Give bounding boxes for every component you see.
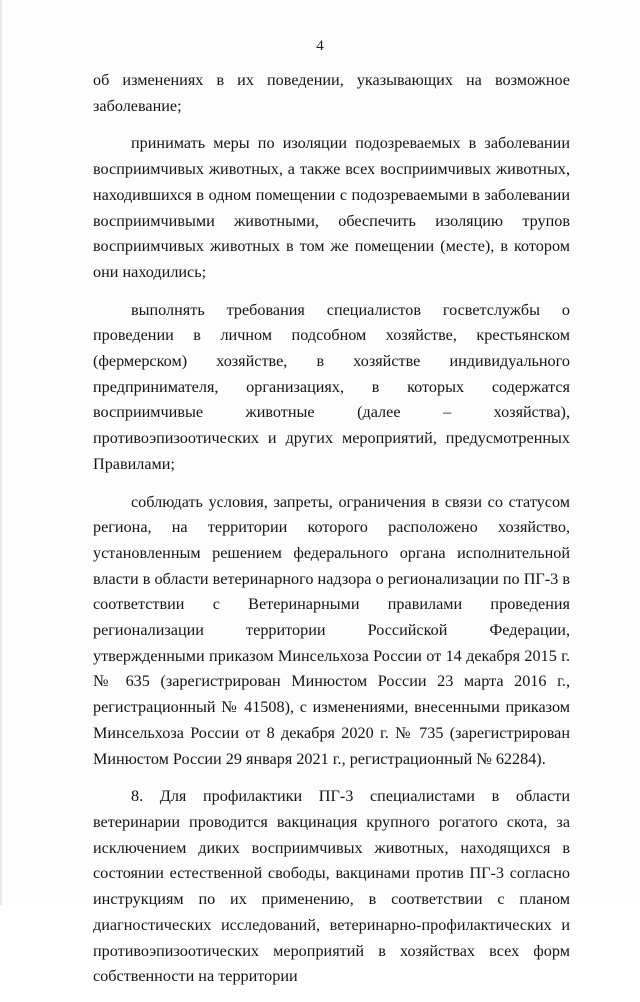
paragraph-3: выполнять требования специалистов госветслужбы о проведении в личном подсобном хозяйстве, крестьянском (фермерском) хозяйстве, в хозяйстве индивидуального предпринимателя, организациях, в которых содержатся восприимчивые животные (далее – хозяйства), противоэпизоотических и других мероприятий, предусмотренных Правилами; (93, 300, 570, 473)
paragraph-2: принимать меры по изоляции подозреваемых в заболевании восприимчивых животных, а также всех восприимчивых животных, находившихся в одном помещении с подозреваемыми в заболевании восприимчивыми животными, обеспечить изоляцию трупов восприимчивых животных в том же помещении (месте), в котором они находились; (93, 134, 570, 281)
paragraph-4: соблюдать условия, запреты, ограничения в связи со статусом региона, на территории которого расположено хозяйство, установленным решением федерального органа исполнительной власти в области ветеринарного надзора о регионализации по ПГ-3 в соответствии с Ветеринарными правилами проведения регионализации территории Российской Федерации, утвержденными приказом Минсельхоза России от 14 декабря 2015 г. № 635 (зарегистрирован Минюстом России 23 марта 2016 г., регистрационный № 41508), с изменениями, внесенными приказом Минсельхоза России от 8 декабря 2020 г. № 735 (зарегистрирован Минюстом России 29 января 2021 г., регистрационный № 62284). (93, 492, 570, 768)
paragraph-5: 8. Для профилактики ПГ-3 специалистами в области ветеринарии проводится вакцинация крупного рогатого скота, за исключением диких восприимчивых животных, находящихся в состоянии естественной свободы, вакцинами против ПГ-3 согласно инструкциям по их применению, в соответствии с планом диагностических исследований, ветеринарно-профилактических и противоэпизоотических мероприятий в хозяйствах всех форм собственности на территории (93, 787, 570, 986)
page-number: 4 (316, 38, 324, 54)
document-body (93, 68, 570, 1002)
scan-edge (0, 0, 2, 905)
paragraph-1: об изменениях в их поведении, указывающих на возможное заболевание; (93, 71, 570, 115)
